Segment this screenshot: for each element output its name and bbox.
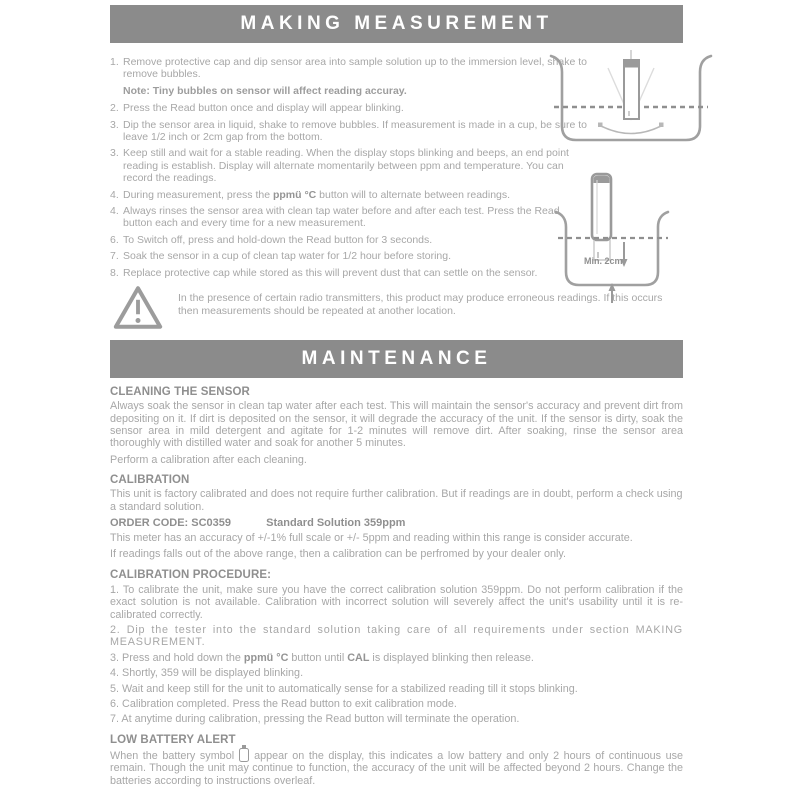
order-code: ORDER CODE: SC0359 bbox=[110, 516, 232, 529]
section-title: MAKING MEASUREMENT bbox=[240, 13, 553, 34]
battery-icon bbox=[239, 748, 249, 762]
cup-depth-icon bbox=[552, 170, 674, 304]
calibration-step: 6. Calibration completed. Press the Read button to exit calibration mode. bbox=[110, 698, 457, 710]
note-label: Note: bbox=[123, 84, 150, 97]
calibration-step: 7. At anytime during calibration, pressing the Read button will terminate the operation. bbox=[110, 713, 520, 726]
instruction-item: 1. Remove protective cap and dip sensor area into sample solution up to the immersion level, shake to remove bubbles. bbox=[110, 56, 587, 81]
cal-indicator: CAL bbox=[347, 651, 370, 664]
instruction-item: 7. Soak the sensor in a cup of clean tap water for 1/2 hour before storing. bbox=[110, 250, 452, 263]
accuracy-paragraph: This meter has an accuracy of +/-1% full scale or +/- 5ppm and reading within this range is consider accurate. bbox=[110, 531, 633, 544]
calibration-paragraph: This unit is factory calibrated and does not require further calibration. But if readings are in doubt, perform a check using a standard solution. bbox=[110, 488, 683, 513]
instruction-item: 8. Replace protective cap while stored as this will prevent dust that can settle on the sensor. bbox=[110, 266, 538, 279]
cleaning-note: Perform a calibration after each cleaning. bbox=[110, 453, 307, 466]
range-paragraph: If readings falls out of the above range, then a calibration can be perfromed by your dealer only. bbox=[110, 548, 566, 561]
section-header-maintenance bbox=[110, 340, 683, 378]
instruction-item: 4. During measurement, press the ppmü °C button will to alternate between readings. bbox=[110, 188, 511, 201]
procedure-heading: CALIBRATION PROCEDURE: bbox=[110, 568, 272, 581]
section-title: MAINTENANCE bbox=[301, 348, 492, 370]
low-battery-heading: LOW BATTERY ALERT bbox=[110, 733, 236, 746]
minimum-gap-illustration bbox=[552, 170, 674, 309]
instruction-item: 6. To Switch off, press and hold-down the Read button for 3 seconds. bbox=[110, 233, 433, 246]
calibration-step: 5. Wait and keep still for the unit to automatically sense for a stabilized reading till it stops blinking. bbox=[110, 682, 578, 695]
instruction-item: 4. Always rinses the sensor area with clean tap water before and after each test. Press the Read button each and every time for a new measurement. bbox=[110, 205, 560, 230]
button-name-ppm-temp: ppmü °C bbox=[243, 651, 289, 664]
cleaning-heading: CLEANING THE SENSOR bbox=[110, 386, 250, 399]
calibration-step: 2. Dip the tester into the standard solution taking care of all requirements under section MAKING MEASUREMENT. bbox=[110, 623, 683, 649]
instruction-item: 3. Dip the sensor area in liquid, shake to remove bubbles. If measurement is made in a cup, be sure to leave 1/2 inch or 2cm gap from the bottom. bbox=[110, 118, 587, 144]
warning-triangle-icon bbox=[112, 284, 164, 331]
cup-with-sensor-icon bbox=[545, 50, 717, 168]
order-code-line bbox=[110, 517, 683, 529]
instruction-item: 2. Press the Read button once and display will appear blinking. bbox=[110, 102, 404, 115]
calibration-step: 1. To calibrate the unit, make sure you have the correct calibration solution 359ppm. Do not perform calibration if the exact solution is not available. Calibration with incorrect solution will severely affect the unit's usability until it is re-calibrated correctly. bbox=[110, 583, 683, 621]
standard-solution: Standard Solution 359ppm bbox=[266, 516, 406, 529]
instruction-item: 3. Keep still and wait for a stable reading. When the display stops blinking and beeps, an end point reading is establish. Display will alternate momentarily between ppm and temperature. You can record the readings. bbox=[110, 147, 569, 185]
cleaning-paragraph: Always soak the sensor in clean tap water after each test. This will maintain the sensor's accuracy and prevent dirt from depositing on it. If dirt is deposited on the sensor, it will degrade the accuracy of the unit. If the sensor is dirty, soak the sensor area in mild detergent and agitate for 1-2 minutes will remove dirt. After soaking, rinse the sensor area thoroughly with distilled water and soak for another 5 minutes. bbox=[110, 400, 683, 450]
sensor-shake-illustration bbox=[545, 50, 717, 173]
calibration-step: 3. Press and hold down the ppmü °C button until CAL is displayed blinking then release. bbox=[110, 651, 534, 664]
section-header-making-measurement bbox=[110, 5, 683, 43]
calibration-step: 4. Shortly, 359 will be displayed blinking. bbox=[110, 667, 304, 680]
low-battery-paragraph: When the battery symbol appear on the display, this indicates a low battery and only 2 hours of continuous use remain. Though the unit may continue to function, the accuracy of the unit will be affected beyond 2 hours. Change the batteries according to instructions overleaf. bbox=[110, 749, 683, 787]
button-name-ppm-temp: ppmü °C bbox=[272, 188, 317, 201]
note-text: Tiny bubbles on sensor will affect reading accuray. bbox=[152, 84, 407, 97]
warning-text: In the presence of certain radio transmitters, this product may produce erroneous readings. If this occurs then measurements should be repeated at another location. bbox=[178, 292, 663, 317]
min-gap-label: Min. 2cm bbox=[584, 256, 623, 266]
note-line bbox=[123, 85, 563, 97]
calibration-heading: CALIBRATION bbox=[110, 474, 190, 487]
